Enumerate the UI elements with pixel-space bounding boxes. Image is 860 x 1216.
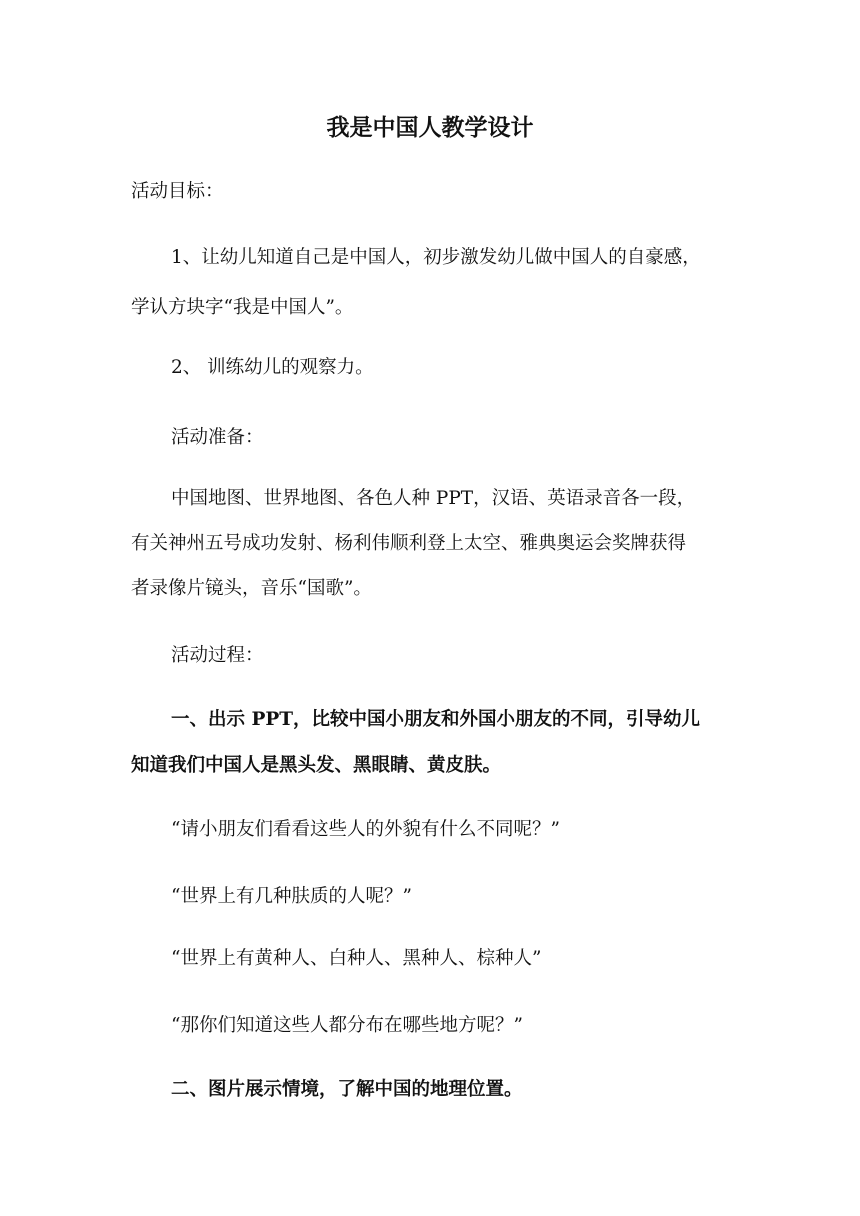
preparation-line-2: 有关神州五号成功发射、杨利伟顺利登上太空、雅典奥运会奖牌获得 [131, 533, 687, 554]
objective-1-line-2: 学认方块字“我是中国人”。 [131, 297, 354, 318]
process-step-1-line-2: 知道我们中国人是黑头发、黑眼睛、黄皮肤。 [131, 755, 502, 776]
process-step-2: 二、图片展示情境，了解中国的地理位置。 [171, 1079, 523, 1100]
preparation-line-3: 者录像片镜头，音乐“国歌”。 [131, 578, 372, 599]
document-title: 我是中国人教学设计 [326, 114, 534, 141]
section-heading-objectives: 活动目标： [131, 181, 224, 202]
objective-1-line-1: 1、让幼儿知道自己是中国人，初步激发幼儿做中国人的自豪感， [171, 247, 701, 268]
answer-1: “世界上有黄种人、白种人、黑种人、棕种人” [171, 948, 542, 969]
question-2: “世界上有几种肤质的人呢？” [171, 886, 412, 907]
question-3: “那你们知道这些人都分布在哪些地方呢？” [171, 1015, 523, 1036]
section-heading-preparation: 活动准备： [171, 427, 264, 448]
question-1: “请小朋友们看看这些人的外貌有什么不同呢？” [171, 819, 560, 840]
section-heading-process: 活动过程： [171, 645, 264, 666]
objective-2: 2、 训练幼儿的观察力。 [171, 357, 374, 378]
process-step-1-line-1: 一、出示 PPT，比较中国小朋友和外国小朋友的不同，引导幼儿 [171, 709, 701, 730]
preparation-line-1: 中国地图、世界地图、各色人种 PPT，汉语、英语录音各一段， [171, 488, 696, 509]
